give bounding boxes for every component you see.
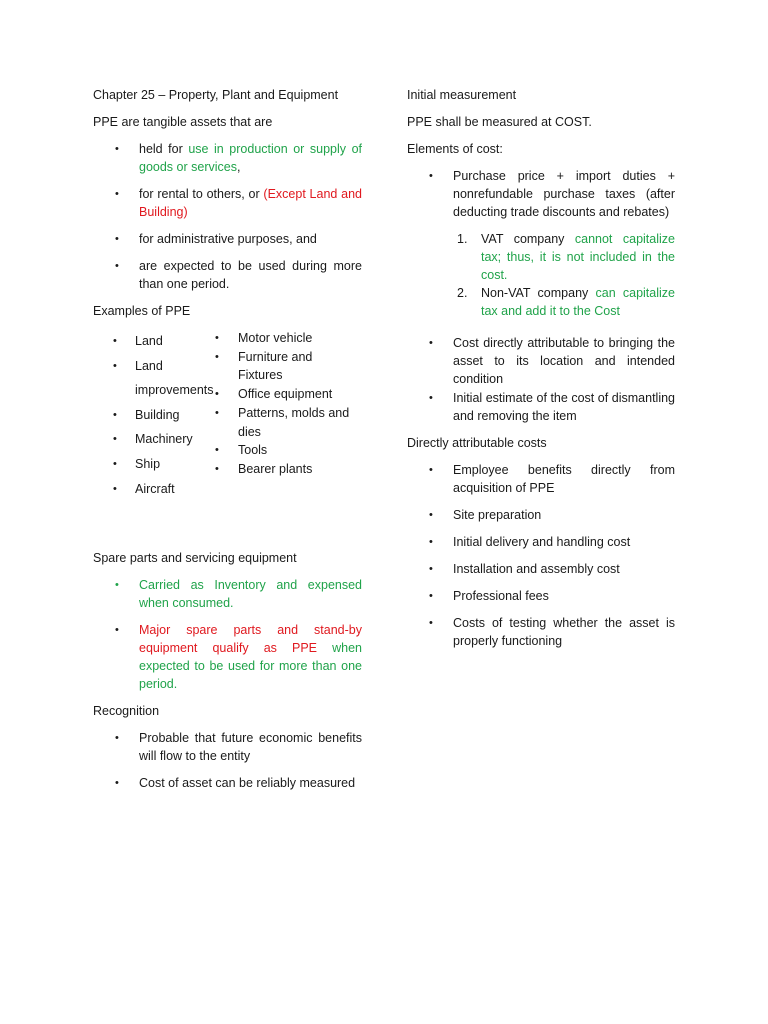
list-item: • Cost directly attributable to bringing the asset to its location and intended condition: [407, 334, 675, 388]
list-item: • Tools: [213, 441, 353, 459]
list-item: • Initial delivery and handling cost: [407, 533, 675, 551]
list-item: • Machinery: [93, 427, 213, 452]
list-item: • Cost of asset can be reliably measured: [93, 774, 362, 792]
cost-list: [407, 334, 675, 425]
ppe-definition-list: [93, 140, 362, 293]
numbered-item: 1. VAT company cannot capitalize tax; thus, it is not included in the cost.: [457, 232, 675, 282]
right-column: [407, 86, 675, 659]
list-item: • Aircraft: [93, 477, 213, 502]
highlight-green: use in production or supply of goods or services: [139, 142, 363, 174]
left-column: [93, 86, 362, 801]
recognition-list: [93, 729, 362, 792]
list-item: • Initial estimate of the cost of dismantling and removing the item: [407, 389, 675, 425]
elements-of-cost-heading: Elements of cost:: [407, 142, 503, 156]
list-item: • Site preparation: [407, 506, 675, 524]
spare-parts-heading: Spare parts and servicing equipment: [93, 551, 297, 565]
vat-numbered-list: [407, 230, 675, 320]
list-item: • Land: [93, 329, 213, 354]
directly-attributable-heading: Directly attributable costs: [407, 436, 547, 450]
list-item: • held for use in production or supply of goods or services,: [93, 140, 362, 176]
spare-parts-list: [93, 576, 362, 693]
list-item: • Motor vehicle: [213, 329, 353, 347]
list-item: • Building: [93, 403, 213, 428]
list-item: • Patterns, molds and dies: [213, 404, 353, 441]
list-item: • Carried as Inventory and expensed when consumed.: [93, 576, 362, 612]
list-item: • for administrative purposes, and: [93, 230, 362, 248]
list-item: • Land improvements: [93, 354, 213, 403]
list-item: • Bearer plants: [213, 460, 353, 478]
initial-measurement-text: PPE shall be measured at COST.: [407, 115, 592, 129]
recognition-heading: Recognition: [93, 704, 160, 718]
list-item: • Office equipment: [213, 385, 353, 403]
list-item: • Professional fees: [407, 587, 675, 605]
list-item: • are expected to be used during more than one period.: [93, 257, 362, 293]
directly-attributable-list: [407, 461, 675, 650]
list-item: • Furniture and Fixtures: [213, 348, 353, 385]
list-item: • Probable that future economic benefits will flow to the entity: [93, 729, 362, 765]
list-item: • Purchase price + import duties + nonrefundable purchase taxes (after deducting trade discounts and rebates): [407, 167, 675, 221]
list-item: • Costs of testing whether the asset is properly functioning: [407, 614, 675, 650]
highlight-green: cannot capitalize tax; thus, it is not included in the cost.: [481, 232, 675, 282]
chapter-title: Chapter 25 – Property, Plant and Equipment: [93, 88, 339, 102]
list-item: • Ship: [93, 452, 213, 477]
list-item: • Installation and assembly cost: [407, 560, 675, 578]
highlight-green: when expected to be used for more than one period.: [139, 641, 362, 691]
examples-list-col2: [213, 329, 353, 549]
examples-heading: Examples of PPE: [93, 304, 191, 318]
examples-list-col1: [93, 329, 213, 549]
list-item: [93, 621, 362, 693]
initial-measurement-heading: Initial measurement: [407, 88, 517, 102]
highlight-red: (Except Land and Building): [139, 187, 362, 219]
highlight-red: Major spare parts and stand-by equipment qualify as PPE: [139, 623, 362, 655]
list-item: • Employee benefits directly from acquisition of PPE: [407, 461, 675, 497]
numbered-item: 2. Non-VAT company can capitalize tax and add it to the Cost: [457, 286, 675, 318]
examples-lists: [93, 329, 362, 549]
purchase-list: [407, 167, 675, 221]
list-item: • for rental to others, or (Except Land and Building): [93, 185, 362, 221]
ppe-intro: PPE are tangible assets that are: [93, 115, 273, 129]
highlight-green: can capitalize tax and add it to the Cost: [481, 286, 675, 318]
